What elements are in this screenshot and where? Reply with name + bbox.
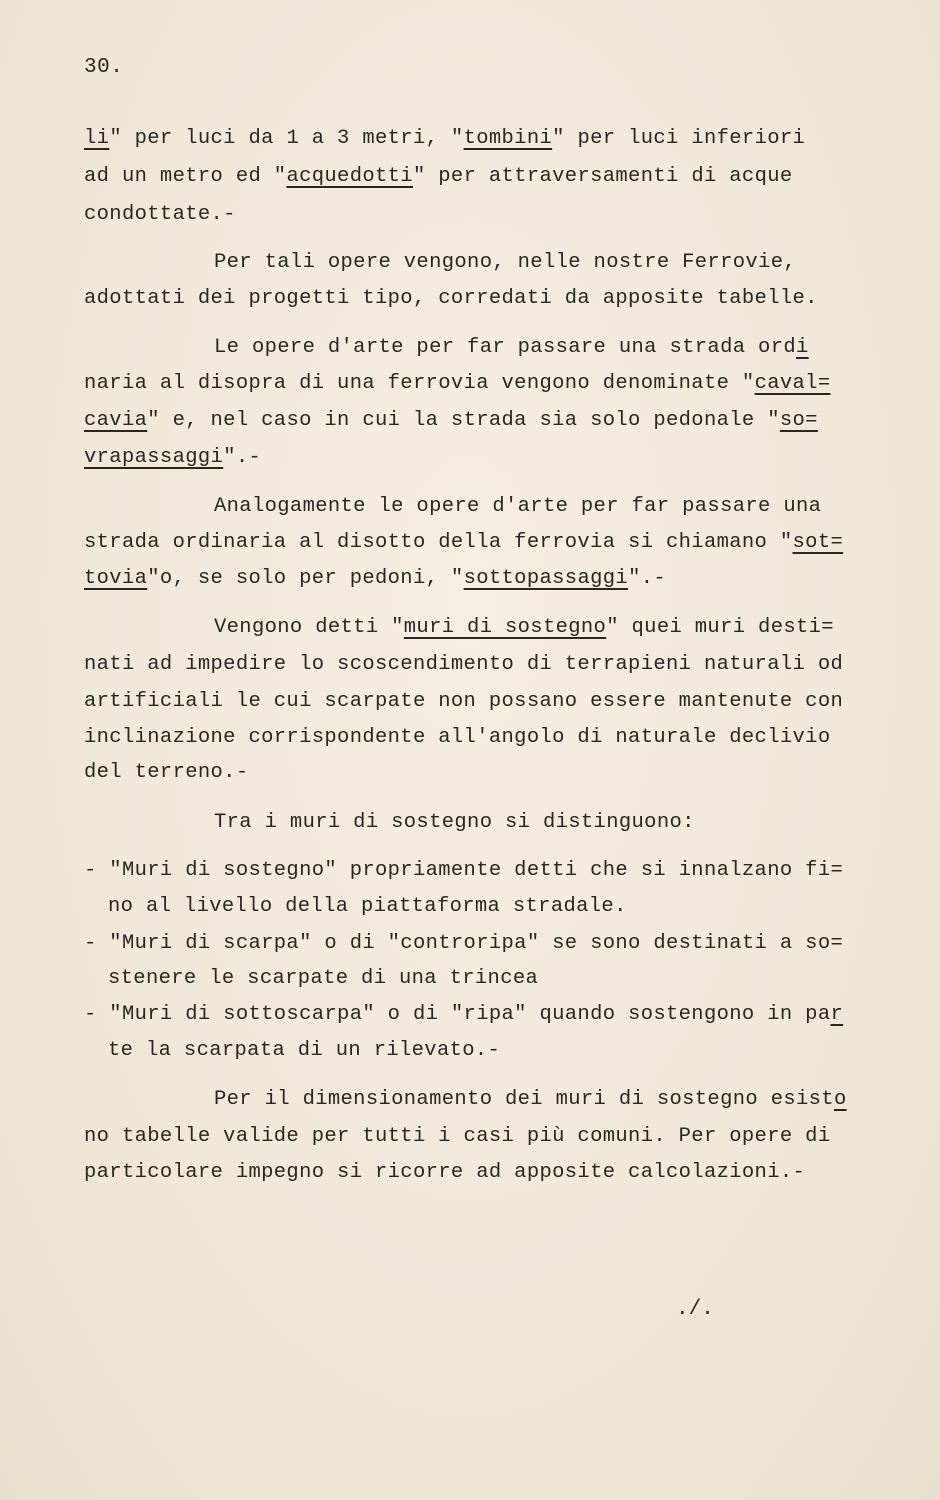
list-item-continuation: no al livello della piattaforma stradale.	[108, 895, 627, 918]
text-line: nati ad impedire lo scoscendimento di terrapieni naturali od	[84, 653, 844, 676]
page-number: 30.	[84, 56, 124, 79]
paragraph-start: Per tali opere vengono, nelle nostre Ferrovie,	[214, 251, 796, 274]
list-item: - "Muri di sostegno" propriamente detti che si innalzano fi=	[84, 859, 844, 882]
underlined-term: vrapassaggi	[84, 446, 224, 469]
underlined-term: so=	[779, 409, 818, 432]
text-line: tovia"o, se solo per pedoni, "sottopassaggi".-	[84, 567, 667, 590]
text-line: vrapassaggi".-	[84, 446, 262, 469]
underlined-term: tovia	[84, 567, 148, 590]
text-line: no tabelle valide per tutti i casi più comuni. Per opere di	[84, 1125, 831, 1148]
text-line: ad un metro ed "acquedotti" per attraversamenti di acque	[84, 165, 793, 188]
paragraph-start: Le opere d'arte per far passare una strada ordi	[214, 336, 809, 359]
text-line: condottate.-	[84, 203, 236, 226]
text-line: strada ordinaria al disotto della ferrovia si chiamano "sot=	[84, 531, 844, 554]
paragraph-start: Vengono detti "muri di sostegno" quei muri desti=	[214, 616, 834, 639]
underlined-term: tombini	[463, 127, 553, 150]
paragraph-start: Tra i muri di sostegno si distinguono:	[214, 811, 695, 834]
underlined-term: sottopassaggi	[463, 567, 629, 590]
text-line: li" per luci da 1 a 3 metri, "tombini" per luci inferiori	[84, 127, 806, 150]
list-item: - "Muri di sottoscarpa" o di "ripa" quando sostengono in par	[84, 1003, 844, 1026]
paragraph-start: Analogamente le opere d'arte per far passare una	[214, 495, 822, 518]
underlined-term: cavia	[84, 409, 148, 432]
underlined-term: caval=	[754, 372, 831, 395]
text-line: particolare impegno si ricorre ad apposite calcolazioni.-	[84, 1161, 806, 1184]
underlined-term: sot=	[792, 531, 844, 554]
text-line: inclinazione corrispondente all'angolo di naturale declivio	[84, 726, 831, 749]
text-line: adottati dei progetti tipo, corredati da apposite tabelle.	[84, 287, 818, 310]
text-line: artificiali le cui scarpate non possano essere mantenute con	[84, 690, 844, 713]
text-line: cavia" e, nel caso in cui la strada sia solo pedonale "so=	[84, 409, 818, 432]
list-item-continuation: stenere le scarpate di una trincea	[108, 967, 539, 990]
list-item: - "Muri di scarpa" o di "controripa" se sono destinati a so=	[84, 932, 844, 955]
underlined-term: acquedotti	[286, 165, 413, 188]
list-item-continuation: te la scarpata di un rilevato.-	[108, 1039, 501, 1062]
underlined-term: li	[84, 127, 110, 150]
continuation-mark: ./.	[676, 1298, 714, 1321]
underlined-term: muri di sostegno	[403, 616, 607, 639]
text-line: del terreno.-	[84, 761, 249, 784]
paragraph-start: Per il dimensionamento dei muri di sostegno esisto	[214, 1088, 847, 1111]
text-line: naria al disopra di una ferrovia vengono denominate "caval=	[84, 372, 831, 395]
